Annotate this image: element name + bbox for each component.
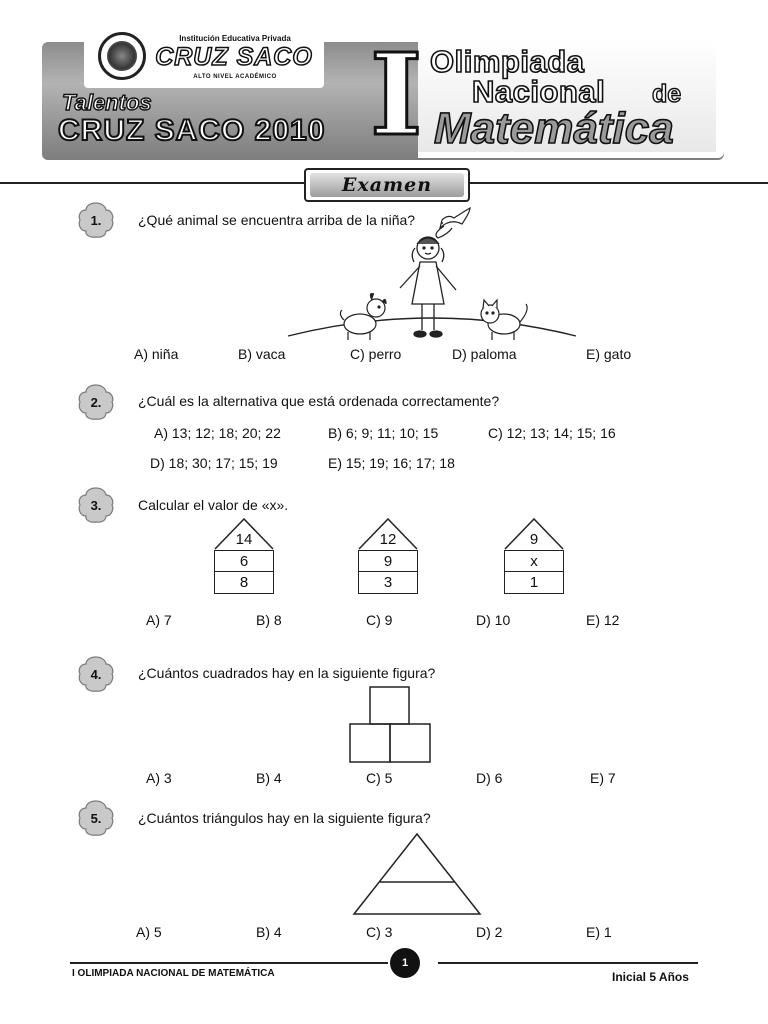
- footer-rule-right: [438, 962, 698, 964]
- institution-tagline: ALTO NIVEL ACADÉMICO: [193, 74, 277, 80]
- title-de: de: [652, 80, 682, 108]
- institution-type: Institución Educativa Privada: [179, 34, 291, 43]
- house-1-roof: 14: [235, 531, 253, 548]
- footer-level: Inicial 5 Años: [612, 970, 689, 984]
- q4-option-e[interactable]: E) 7: [590, 770, 616, 786]
- footer-event-title: I OLIMPIADA NACIONAL DE MATEMÁTICA: [72, 968, 275, 979]
- examen-banner: [304, 168, 470, 202]
- cat-icon: [481, 300, 527, 340]
- q1-option-a[interactable]: A) niña: [134, 346, 179, 362]
- house-figure-1: [214, 518, 274, 594]
- house-figure-2: [358, 518, 418, 594]
- q3-option-e[interactable]: E) 12: [586, 612, 620, 628]
- examen-label: Examen: [341, 174, 433, 196]
- question-badge-4: 4.: [76, 654, 116, 694]
- house-3-mid: x: [504, 550, 564, 572]
- triangle-figure: [352, 832, 482, 916]
- q4-option-d[interactable]: D) 6: [476, 770, 503, 786]
- question-text-4: ¿Cuántos cuadrados hay en la siguiente figura?: [138, 665, 436, 681]
- q5-option-c[interactable]: C) 3: [366, 924, 393, 940]
- roman-numeral: I: [370, 30, 423, 161]
- event-brand: CRUZ SACO 2010: [58, 114, 326, 147]
- page-number: 1: [390, 948, 420, 978]
- dove-icon: [436, 208, 470, 238]
- house-figure-3: [504, 518, 564, 594]
- dog-icon: [340, 294, 386, 340]
- title-matematica: Matemática: [434, 104, 674, 153]
- question-text-2: ¿Cuál es la alternativa que está ordenada correctamente?: [138, 393, 500, 409]
- q2-option-e[interactable]: E) 15; 19; 16; 17; 18: [328, 455, 455, 471]
- girl-animals-illustration: [282, 204, 582, 346]
- q3-option-d[interactable]: D) 10: [476, 612, 511, 628]
- q2-option-d[interactable]: D) 18; 30; 17; 15; 19: [150, 455, 278, 471]
- squares-figure: [348, 686, 432, 764]
- q1-option-d[interactable]: D) paloma: [452, 346, 517, 362]
- q2-option-b[interactable]: B) 6; 9; 11; 10; 15: [328, 425, 439, 441]
- q3-option-b[interactable]: B) 8: [256, 612, 282, 628]
- q1-option-b[interactable]: B) vaca: [238, 346, 286, 362]
- q3-option-c[interactable]: C) 9: [366, 612, 393, 628]
- question-text-3: Calcular el valor de «x».: [138, 497, 289, 513]
- q4-option-a[interactable]: A) 3: [146, 770, 172, 786]
- talentos-label: Talentos: [62, 90, 152, 115]
- q5-option-e[interactable]: E) 1: [586, 924, 612, 940]
- house-2-roof: 12: [379, 531, 397, 548]
- house-3-bottom: 1: [504, 572, 564, 594]
- house-2-mid: 9: [358, 550, 418, 572]
- question-badge-3: 3.: [76, 485, 116, 525]
- house-1-bottom: 8: [214, 572, 274, 594]
- question-badge-5: 5.: [76, 798, 116, 838]
- q4-option-b[interactable]: B) 4: [256, 770, 282, 786]
- question-text-5: ¿Cuántos triángulos hay en la siguiente figura?: [138, 810, 431, 826]
- q1-option-c[interactable]: C) perro: [350, 346, 402, 362]
- house-3-roof: 9: [529, 531, 539, 548]
- q1-option-e[interactable]: E) gato: [586, 346, 632, 362]
- house-2-bottom: 3: [358, 572, 418, 594]
- q2-option-c[interactable]: C) 12; 13; 14; 15; 16: [488, 425, 616, 441]
- house-1-mid: 6: [214, 550, 274, 572]
- question-badge-1: 1.: [76, 200, 116, 240]
- q5-option-a[interactable]: A) 5: [136, 924, 162, 940]
- q3-option-a[interactable]: A) 7: [146, 612, 172, 628]
- q2-option-a[interactable]: A) 13; 12; 18; 20; 22: [154, 425, 281, 441]
- school-seal-icon: [98, 32, 146, 80]
- question-badge-2: 2.: [76, 382, 116, 422]
- q5-option-b[interactable]: B) 4: [256, 924, 282, 940]
- question-text-1: ¿Qué animal se encuentra arriba de la niña?: [138, 212, 416, 228]
- title-olimpiada: Olimpiada: [430, 44, 585, 79]
- institution-name: CRUZ SACO: [155, 43, 313, 71]
- q5-option-d[interactable]: D) 2: [476, 924, 503, 940]
- title-nacional: Nacional: [472, 74, 606, 109]
- footer-rule-left: [70, 962, 388, 964]
- q4-option-c[interactable]: C) 5: [366, 770, 393, 786]
- girl-icon: [400, 237, 456, 337]
